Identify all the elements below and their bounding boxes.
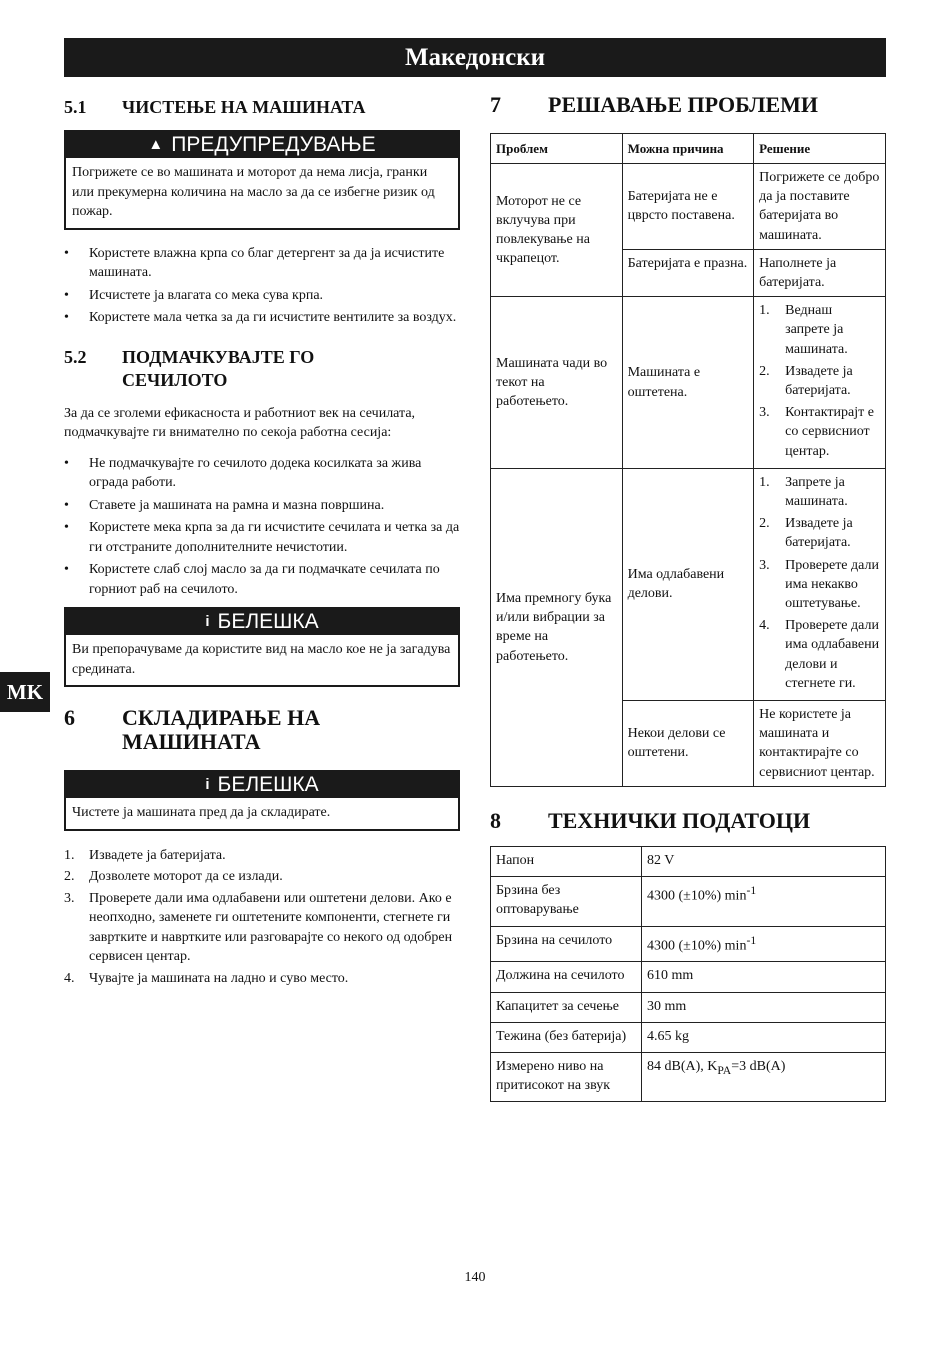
section-5-1-heading <box>64 96 460 119</box>
step-number: 1. <box>759 474 770 490</box>
step-number: 2. <box>64 869 75 884</box>
step-text: Проверете дали има некакво оштетување. <box>785 557 879 612</box>
section-number: 5.1 <box>64 97 87 117</box>
section-title: РЕШАВАЊЕ ПРОБЛЕМИ <box>548 92 819 117</box>
step-number: 3. <box>759 557 770 573</box>
step-number: 4. <box>759 618 770 634</box>
language-side-tab: MK <box>0 672 50 712</box>
section-number: 7 <box>490 92 501 117</box>
step-text: Извадете ја батеријата. <box>89 847 226 863</box>
spec-value-text: 4300 (±10%) min <box>647 938 747 954</box>
warning-text: Погрижете се во машината и моторот да нема лисја, гранки или прекумерна количина на масло за да се избегне ризик од пожар. <box>72 165 435 219</box>
cause-cell: Машината е оштетена. <box>622 297 754 469</box>
right-column <box>490 93 886 1102</box>
table-row <box>491 468 886 700</box>
list-item: • Ставете ја машината на рамна и мазна површина. <box>64 496 460 516</box>
note-header <box>66 772 458 798</box>
section-8-heading <box>490 809 886 833</box>
language-header: Македонски <box>64 38 886 77</box>
solution-cell <box>754 468 886 700</box>
list-item <box>64 867 460 887</box>
step-text: Извадете ја батеријата. <box>785 516 853 551</box>
spec-label: Должина на сечилото <box>491 962 642 992</box>
list-item <box>759 473 880 511</box>
section-title: ТЕХНИЧКИ ПОДАТОЦИ <box>548 807 811 833</box>
spec-value-sub: PA <box>717 1063 732 1077</box>
step-text: Дозволете моторот да се излади. <box>89 869 283 884</box>
table-row <box>491 1052 886 1101</box>
spec-value: 82 V <box>642 846 886 876</box>
spec-value: 610 mm <box>642 962 886 992</box>
section-5-2-heading <box>64 346 460 392</box>
solution-cell <box>754 297 886 469</box>
note-title: БЕЛЕШКА <box>217 773 319 796</box>
table-row <box>491 846 886 876</box>
step-number: 1. <box>759 303 770 319</box>
note-text: Ви препорачуваме да користите вид на масло кое не ја загадува средината. <box>72 642 451 677</box>
table-row <box>491 926 886 962</box>
cause-cell: Некои делови се оштетени. <box>622 701 754 787</box>
troubleshooting-table <box>490 133 886 787</box>
problem-cell: Моторот не се вклучува при повлекување на чкрапецот. <box>491 164 623 297</box>
spec-value-tail: =3 dB(A) <box>731 1058 786 1074</box>
section-title-line2: МАШИНАТА <box>122 729 261 754</box>
info-icon: i <box>205 613 210 630</box>
step-text: Чувајте ја машината на ладно и суво место. <box>89 970 349 986</box>
column-header: Проблем <box>491 134 623 164</box>
cleaning-bullets <box>64 244 460 328</box>
spec-value <box>642 877 886 926</box>
spec-label: Напон <box>491 846 642 876</box>
solution-steps <box>759 473 880 693</box>
cause-cell: Има одлабавени делови. <box>622 468 754 700</box>
list-item <box>759 362 880 400</box>
list-item: • Користете слаб слој масло за да ги подмачкате сечилата по горниот раб на сечилото. <box>64 560 460 599</box>
spec-value <box>642 1052 886 1101</box>
note-box <box>64 770 460 831</box>
list-item <box>64 846 460 866</box>
solution-steps <box>759 301 880 461</box>
cause-cell: Батеријата не е цврсто поставена. <box>622 164 754 250</box>
solution-cell: Не користете ја машината и контактирајте со сервисниот центар. <box>754 701 886 787</box>
step-text: Контактирајт е со сервисниот центар. <box>785 405 874 459</box>
step-number: 3. <box>759 405 770 421</box>
step-number: 2. <box>759 363 770 379</box>
spec-label: Тежина (без батерија) <box>491 1022 642 1052</box>
step-text: Извадете ја батеријата. <box>785 363 853 399</box>
section-title-line1: ПОДМАЧКУВАЈТЕ ГО <box>122 346 315 367</box>
table-row <box>491 297 886 469</box>
page-number: 140 <box>464 1270 486 1285</box>
note-text: Чистете ја машината пред да ја складирате. <box>72 805 331 820</box>
column-header: Решение <box>754 134 886 164</box>
section-6-heading <box>64 706 460 754</box>
step-number: 3. <box>64 890 75 906</box>
table-row <box>491 962 886 992</box>
step-text: Запрете ја машината. <box>785 474 848 510</box>
step-text: Проверете дали има одлабавени делови и стегнете ги. <box>785 618 880 691</box>
spec-label: Брзина на сечилото <box>491 926 642 962</box>
warning-triangle-icon: ▲ <box>148 136 164 153</box>
step-number: 4. <box>64 970 75 986</box>
list-item <box>64 969 460 989</box>
note-title: БЕЛЕШКА <box>217 610 319 633</box>
step-text: Проверете дали има одлабавени или оштетени делови. Ако е неопходно, заменете ги оштетените компоненти, стегнете ги завртките и навртките или разговарајте со некого од одобрен сервисен центар. <box>89 890 453 964</box>
spec-value <box>642 926 886 962</box>
solution-cell: Погрижете се добро да ја поставите батеријата во машината. <box>754 164 886 250</box>
spec-value-text: 84 dB(A), K <box>647 1058 718 1074</box>
lubricate-bullets <box>64 454 460 600</box>
section-title-line2: СЕЧИЛОТО <box>122 369 228 390</box>
step-number: 2. <box>759 516 770 532</box>
spec-value-text: 4300 (±10%) min <box>647 888 747 904</box>
list-item <box>64 889 460 967</box>
info-icon: i <box>205 776 210 793</box>
warning-box <box>64 130 460 230</box>
left-column <box>64 96 460 990</box>
section-number: 5.2 <box>64 346 87 367</box>
section-7-heading <box>490 93 886 117</box>
column-header: Можна причина <box>622 134 754 164</box>
table-row <box>491 1022 886 1052</box>
section-title: ЧИСТЕЊЕ НА МАШИНАТА <box>122 97 366 117</box>
spec-label: Измерено ниво на притисокот на звук <box>491 1052 642 1101</box>
list-item <box>759 616 880 693</box>
list-item: • Не подмачкувајте го сечилото додека косилката за жива ограда работи. <box>64 454 460 493</box>
table-row <box>491 164 886 250</box>
list-item <box>759 403 880 461</box>
storage-steps <box>64 846 460 989</box>
spec-value: 30 mm <box>642 992 886 1022</box>
list-item: • Користете мека крпа за да ги исчистите сечилата и четка за да ги отстраните дополнителните нечистотии. <box>64 518 460 557</box>
spec-label: Брзина без оптоварување <box>491 877 642 926</box>
solution-cell: Наполнете ја батеријата. <box>754 249 886 296</box>
technical-data-table <box>490 846 886 1102</box>
section-title <box>122 706 320 754</box>
section-title <box>122 346 314 392</box>
step-text: Веднаш запрете ја машината. <box>785 303 848 357</box>
table-row <box>491 992 886 1022</box>
lubricate-intro: За да се зголеми ефикасноста и работниот век на сечилата, подмачкувајте ги внимателно по секоја работна сесија: <box>64 405 416 440</box>
problem-cell: Има премногу бука и/или вибрации за време на работењето. <box>491 468 623 786</box>
list-item <box>759 514 880 552</box>
section-number: 8 <box>490 807 501 833</box>
spec-value-sup: -1 <box>746 884 757 898</box>
problem-cell: Машината чади во текот на работењето. <box>491 297 623 469</box>
list-item <box>759 301 880 359</box>
spec-value-sup: -1 <box>746 933 757 947</box>
table-row <box>491 877 886 926</box>
warning-title: ПРЕДУПРЕДУВАЊЕ <box>171 133 376 156</box>
section-number: 6 <box>64 705 75 730</box>
table-header-row <box>491 134 886 164</box>
section-title-line1: СКЛАДИРАЊЕ НА <box>122 705 321 730</box>
note-header <box>66 609 458 635</box>
list-item: • Користете мала четка за да ги исчистите вентилите за воздух. <box>64 308 460 328</box>
list-item <box>759 556 880 614</box>
cause-cell: Батеријата е празна. <box>622 249 754 296</box>
step-number: 1. <box>64 847 75 863</box>
note-box <box>64 607 460 687</box>
spec-label: Капацитет за сечење <box>491 992 642 1022</box>
list-item: • Исчистете ја влагата со мека сува крпа. <box>64 286 460 306</box>
list-item: • Користете влажна крпа со благ детергент за да ја исчистите машината. <box>64 244 460 283</box>
spec-value: 4.65 kg <box>642 1022 886 1052</box>
warning-header <box>66 132 458 158</box>
